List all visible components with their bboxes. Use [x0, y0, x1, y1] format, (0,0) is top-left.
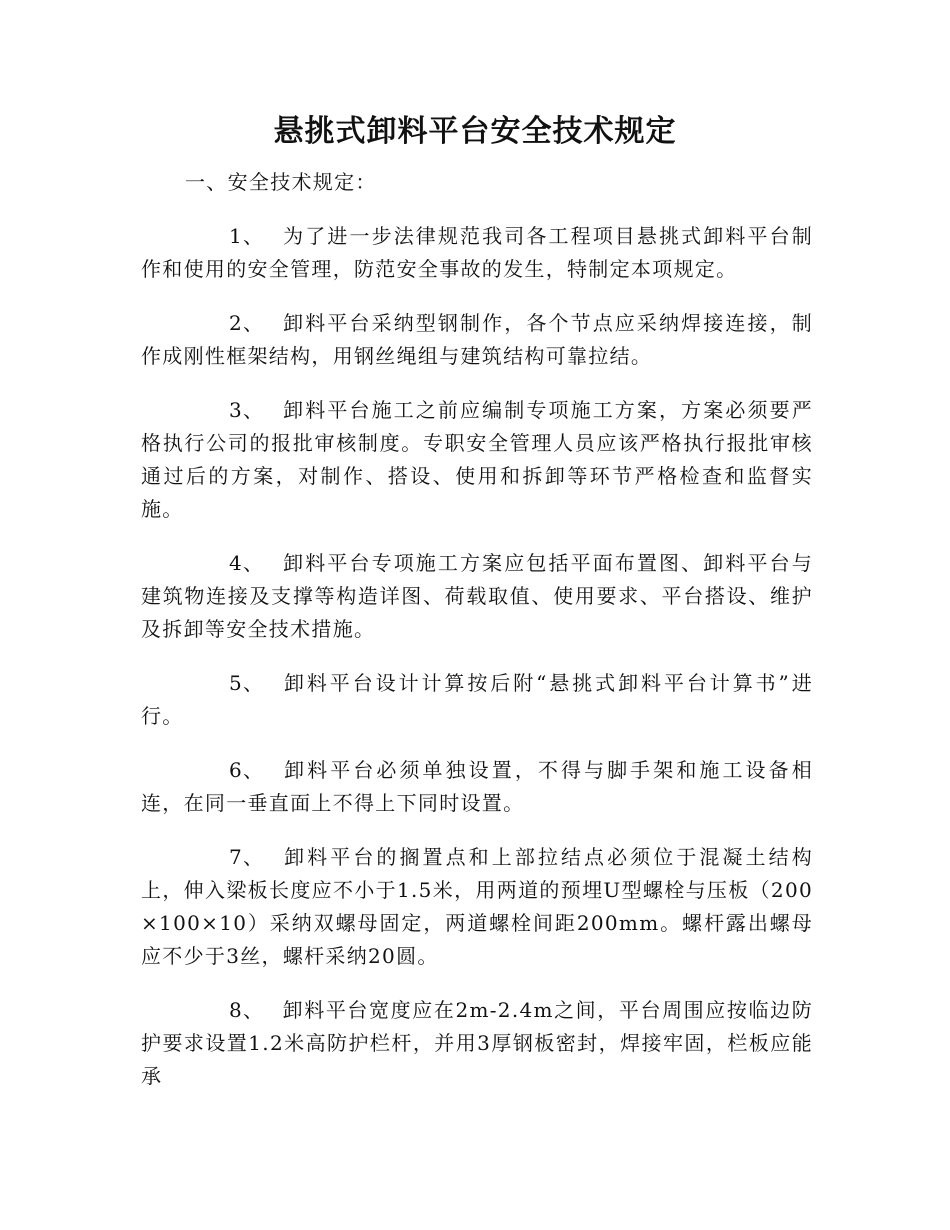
paragraph-text: 为了进一步法律规范我司各工程项目悬挑式卸料平台制作和使用的安全管理，防范安全事故的发生，特制定本项规定。: [141, 224, 813, 281]
document-title: 悬挑式卸料平台安全技术规定: [273, 114, 677, 149]
paragraph-number: 4、: [229, 551, 265, 575]
paragraph-text: 卸料平台的搁置点和上部拉结点必须位于混凝土结构上，伸入梁板长度应不小于1.5米，用两道的预埋U型螺栓与压板（200×100×10）采纳双螺母固定，两道螺栓间距200mm。螺杆露出螺母应不少于3丝，螺杆采纳20圆。: [141, 845, 813, 968]
paragraph-number: 7、: [229, 845, 265, 869]
paragraph-6: [141, 754, 813, 820]
paragraph-3: [141, 394, 813, 526]
paragraph-number: 6、: [229, 758, 265, 782]
paragraph-number: 2、: [229, 311, 265, 335]
paragraph-text: 卸料平台专项施工方案应包括平面布置图、卸料平台与建筑物连接及支撑等构造详图、荷载取值、使用要求、平台搭设、维护及拆卸等安全技术措施。: [141, 551, 813, 641]
paragraph-number: 5、: [229, 671, 265, 695]
document-body: [141, 166, 813, 1114]
paragraph-number: 1、: [229, 224, 265, 248]
paragraph-1: [141, 220, 813, 286]
paragraph-number: 3、: [229, 398, 265, 422]
paragraph-7: [141, 841, 813, 973]
paragraph-2: [141, 307, 813, 373]
paragraph-text: 卸料平台宽度应在2m-2.4m之间，平台周围应按临边防护要求设置1.2米高防护栏杆，并用3厚钢板密封，焊接牢固，栏板应能承: [141, 998, 813, 1088]
paragraph-text: 卸料平台必须单独设置，不得与脚手架和施工设备相连，在同一垂直面上不得上下同时设置。: [141, 758, 813, 815]
paragraph-4: [141, 547, 813, 646]
paragraph-5: [141, 667, 813, 733]
paragraph-text: 卸料平台设计计算按后附“悬挑式卸料平台计算书”进行。: [141, 671, 813, 728]
paragraph-8: [141, 994, 813, 1093]
paragraph-text: 卸料平台施工之前应编制专项施工方案，方案必须要严格执行公司的报批审核制度。专职安全管理人员应该严格执行报批审核通过后的方案，对制作、搭设、使用和拆卸等环节严格检查和监督实施。: [141, 398, 813, 521]
section-heading: 一、安全技术规定：: [185, 170, 377, 194]
paragraph-text: 卸料平台采纳型钢制作，各个节点应采纳焊接连接，制作成刚性框架结构，用钢丝绳组与建筑结构可靠拉结。: [141, 311, 813, 368]
paragraph-number: 8、: [229, 998, 265, 1022]
